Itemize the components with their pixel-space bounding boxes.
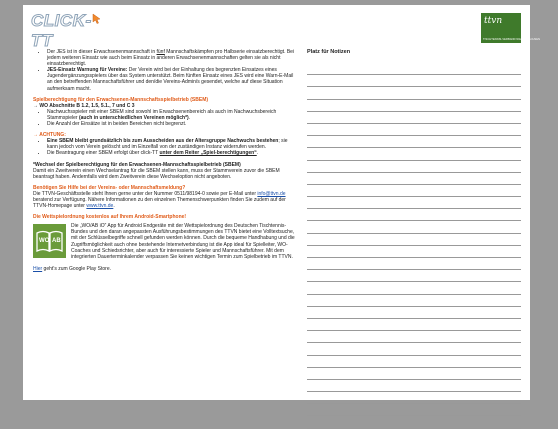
website-link[interactable]: www.ttvn.de: [86, 203, 114, 210]
note-line: [307, 185, 521, 197]
list-item: • Eine SBEM bleibt grundsätzlich bis zum Ausscheiden aus der Altersgruppe Nachwuchs bestehen; sie kann jedoch vom Verein gelöscht und im Einzelfall von der zuständigen Instanz widerrufen werden.: [47, 138, 295, 150]
note-line: [307, 368, 521, 380]
app-text: Die „WO/AB iO“ App für Android Endgeräte mit der Wettspielordnung des Deutschen Tischtennis-Bundes und den daran angepassten Ausführungsbestimmungen des TTVN bietet eine Volltextsuche, mit der Schlüsselbegriffe schnell gefunden werden können. Durch die bequeme Handhabung und die Zugriffsmöglichkeit auch ohne bestehende Internetverbindung ist die App ideal für Spielleiter, WO-Coaches und Schiedsrichter, aber auch für interessierte Spieler und Mannschaftsführer. Mit dem integrierten Dauerterminkalender verpassen Sie keinen wichtigen Termin zum Spielbetrieb im TTVN.: [71, 223, 295, 260]
note-line: [307, 258, 521, 270]
wechsel-text: Damit ein Zweitverein einen Wechselantrag für die SBEM stellen kann, muss der Stammverein zuvor die SBEM beantragt haben. Andernfalls wird dem Zweitverein diese Wechseloption nicht angeboten.: [33, 167, 280, 180]
achtung-list: [33, 138, 295, 156]
note-line: [307, 282, 521, 294]
ttvn-subtitle: TISCHTENNIS-VERBAND NIEDERSACHSEN: [483, 38, 541, 41]
list-item: • Die Beantragung einer SBEM erfolgt über click-TT unter dem Reiter „Spiel-berechtigungen“.: [47, 150, 295, 156]
note-line: [307, 416, 521, 428]
logo-text: CLICK-TT: [31, 11, 92, 50]
play-store-line: Hier geht’s zum Google Play Store.: [33, 266, 112, 273]
sbem-list: [33, 109, 295, 127]
note-line: [307, 173, 521, 185]
note-line: [307, 75, 521, 87]
wo-app-book-icon: [33, 224, 66, 258]
note-line: [307, 63, 521, 75]
help-heading: Benötigen Sie Hilfe bei der Vereins- oder Mannschaftsmeldung?: [33, 184, 186, 191]
note-line: [307, 87, 521, 99]
ttvn-logo: [481, 13, 541, 43]
document-page: [23, 5, 541, 400]
note-line: [307, 161, 521, 173]
note-line: [307, 307, 521, 319]
play-store-link[interactable]: Hier: [33, 266, 43, 273]
note-line: [307, 392, 521, 404]
app-description: [33, 223, 295, 261]
main-content: [33, 49, 295, 272]
note-line: [307, 343, 521, 355]
list-item: • Die Anzahl der Einsätze ist in beiden Bereichen nicht begrenzt.: [47, 121, 295, 127]
intro-list: [33, 49, 295, 92]
note-line: [307, 380, 521, 392]
notes-title: Platz für Notizen: [307, 49, 351, 55]
note-line: [307, 112, 521, 124]
notes-lines: [307, 63, 521, 429]
svg-text:AB: AB: [52, 238, 61, 245]
note-line: [307, 295, 521, 307]
cursor-arrow-icon: [92, 13, 101, 24]
list-item: • Nachwuchsspieler mit einer SBEM sind sowohl im Erwachsenenbereich als auch im Nachwuchsbereich Stammspieler (auch in unterschiedlichen Vereinen möglich*).: [47, 109, 295, 121]
list-item: • Der JES ist in dieser Erwachsenenmannschaft in fünf Mannschaftskämpfen pro Halbserie einsatzberechtigt. Bei jedem weiteren Einsatz wie auch beim Einsatz in anderen Erwachsenenmannschaften gelten sie als nicht einsatzberechtigt.: [47, 49, 295, 67]
note-line: [307, 246, 521, 258]
note-line: [307, 100, 521, 112]
wo-reference: → WO Abschnitte B 1.2, 1.5, 5.1., 7 und C 3: [33, 102, 135, 109]
achtung-label: → ACHTUNG:: [33, 132, 66, 139]
notes-area: [307, 49, 521, 429]
help-text: Die TTVN-Geschäftsstelle steht Ihnen gerne unter der Nummer 0511/98194-0 sowie per E-Mail unter info@ttvn.de beratend zur Verfügung. Nähere Informationen zu den einzelnen Themenschwerpunkten finden Sie zudem auf der TTVN-Homepage unter www.ttvn.de.: [33, 190, 286, 210]
list-item: • JES-Einsatz Warnung für Vereine: Der Verein wird bei der Einhaltung des begrenzten Einsatzes eines Jugendergänzungsspielers über das System unterstützt. Beim fünften Einsatz eines JES wird eine Warn-E-Mail an den betreffenden Mannschaftsführer und den/die Vereins-Admin/s gesendet, welche auf diese Situation aufmerksam macht.: [47, 67, 295, 91]
note-line: [307, 148, 521, 160]
wechsel-title: *Wechsel der Spielberechtigung für den Erwachsenen-Mannschaftsspielbetrieb (SBEM): [33, 161, 241, 168]
note-line: [307, 270, 521, 282]
sbem-heading: Spielberechtigung für den Erwachsenen-Mannschaftsspielbetrieb (SBEM): [33, 96, 209, 103]
note-line: [307, 319, 521, 331]
note-line: [307, 404, 521, 416]
note-line: [307, 197, 521, 209]
app-heading: Die Wettspielordnung kostenlos auf Ihrem Android-Smartphone!: [33, 214, 187, 221]
note-line: [307, 209, 521, 221]
note-line: [307, 124, 521, 136]
note-line: [307, 136, 521, 148]
ttvn-signature: ttvn: [484, 16, 503, 26]
email-link[interactable]: info@ttvn.de: [257, 190, 286, 197]
note-line: [307, 234, 521, 246]
svg-text:WO: WO: [39, 238, 50, 245]
note-line: [307, 356, 521, 368]
click-tt-logo: [31, 11, 95, 50]
note-line: [307, 221, 521, 233]
note-line: [307, 331, 521, 343]
